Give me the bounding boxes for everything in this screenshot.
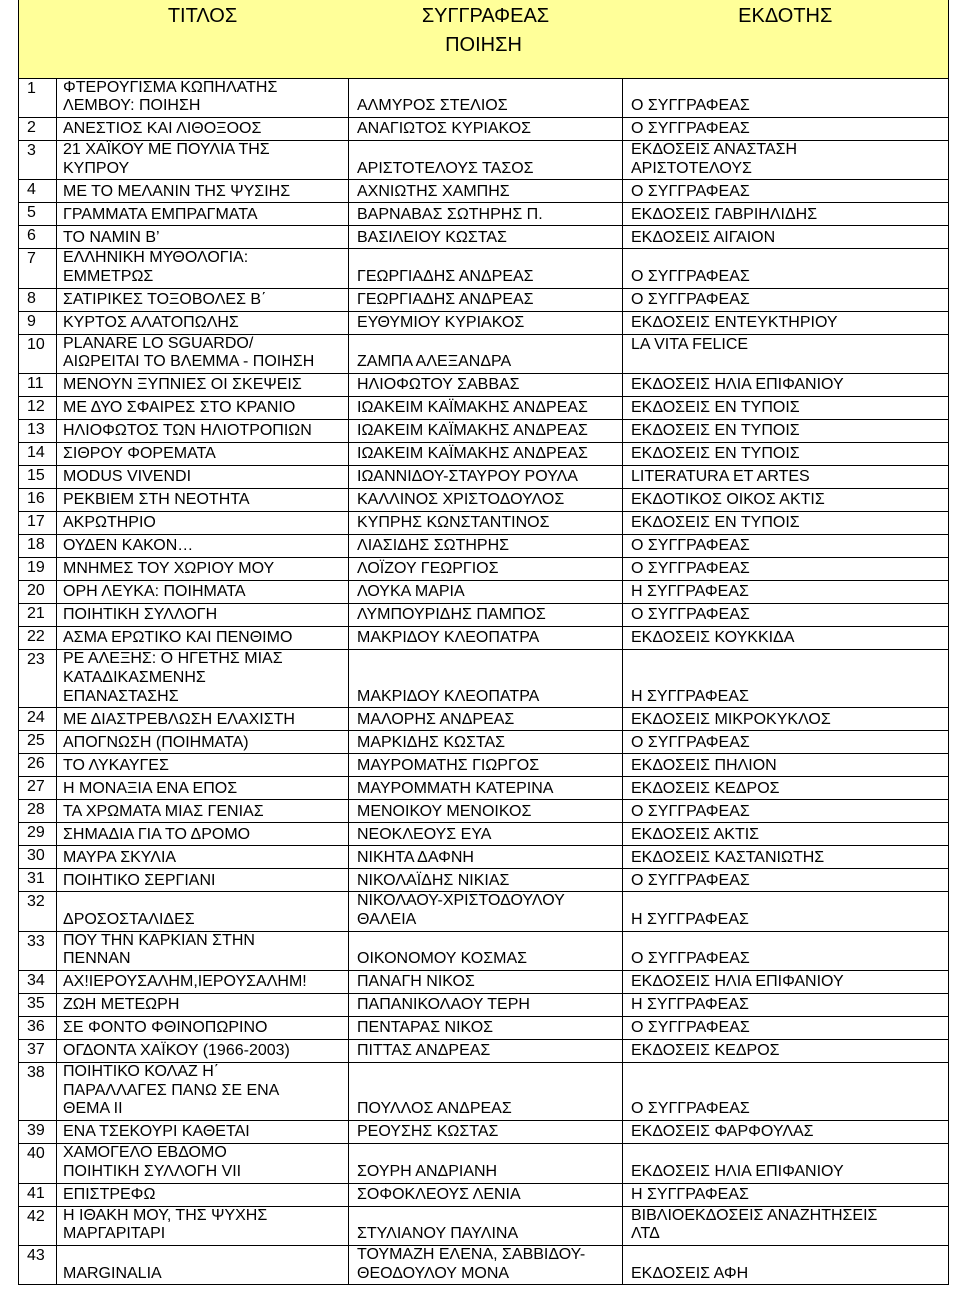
table-row [19,288,949,311]
row-number: 37 [19,1040,57,1063]
table-row [19,180,949,203]
book-publisher: Η ΣΥΓΓΡΑΦΕΑΣ [623,892,949,931]
row-number: 25 [19,731,57,754]
table-row [19,466,949,489]
book-title: ΤΟ ΝΑΜΙΝ Β’ [57,226,349,249]
book-title: ΧΑΜΟΓΕΛΟ ΕΒΔΟΜΟ ΠΟΙΗΤΙΚΗ ΣΥΛΛΟΓΗ VII [57,1144,349,1183]
book-title: ΚΥΡΤΟΣ ΑΛΑΤΟΠΩΛΗΣ [57,311,349,334]
table-row [19,931,949,970]
row-number: 41 [19,1183,57,1206]
row-number: 19 [19,558,57,581]
book-author: ΓΕΩΡΓΙΑΔΗΣ ΑΝΔΡΕΑΣ [349,288,623,311]
column-header-author: ΣΥΓΓΡΑΦΕΑΣ [349,0,623,32]
row-number: 17 [19,512,57,535]
row-number: 27 [19,777,57,800]
book-publisher: ΕΚΔΟΣΕΙΣ ΗΛΙΑ ΕΠΙΦΑΝΙΟΥ [623,1144,949,1183]
table-row [19,823,949,846]
table-row [19,311,949,334]
book-title: ΖΩΗ ΜΕΤΕΩΡΗ [57,994,349,1017]
book-publisher: ΒΙΒΛΙΟΕΚΔΟΣΕΙΣ ΑΝΑΖΗΤΗΣΕΙΣ ΛΤΔ [623,1206,949,1245]
section-title: ΠΟΙΗΣΗ [19,32,949,58]
row-number: 8 [19,288,57,311]
book-publisher: ΕΚΔΟΣΕΙΣ ΗΛΙΑ ΕΠΙΦΑΝΙΟΥ [623,971,949,994]
book-author: ΠΑΝΑΓΗ ΝΙΚΟΣ [349,971,623,994]
book-publisher: Η ΣΥΓΓΡΑΦΕΑΣ [623,650,949,708]
table-row [19,971,949,994]
book-title: ΟΓΔΟΝΤΑ ΧΑΪΚΟΥ (1966-2003) [57,1040,349,1063]
table-row [19,226,949,249]
book-publisher: Ο ΣΥΓΓΡΑΦΕΑΣ [623,558,949,581]
book-title: ΟΥΔΕΝ ΚΑΚΟΝ… [57,535,349,558]
book-publisher: Η ΣΥΓΓΡΑΦΕΑΣ [623,581,949,604]
book-title: ΑΠΟΓΝΩΣΗ (ΠΟΙΗΜΑΤΑ) [57,731,349,754]
row-number: 33 [19,931,57,970]
book-title: ΕΠΙΣΤΡΕΦΩ [57,1183,349,1206]
table-row [19,1017,949,1040]
book-publisher: Ο ΣΥΓΓΡΑΦΕΑΣ [623,180,949,203]
table-row [19,334,949,373]
book-author: ΗΛΙΟΦΩΤΟΥ ΣΑΒΒΑΣ [349,374,623,397]
book-author: ΙΩΑΚΕΙΜ ΚΑΪΜΑΚΗΣ ΑΝΔΡΕΑΣ [349,443,623,466]
book-publisher: Ο ΣΥΓΓΡΑΦΕΑΣ [623,1017,949,1040]
book-title: ΣΗΜΑΔΙΑ ΓΙΑ ΤΟ ΔΡΟΜΟ [57,823,349,846]
book-title: ΡΕ ΑΛΕΞΗΣ: Ο ΗΓΕΤΗΣ ΜΙΑΣ ΚΑΤΑΔΙΚΑΣΜΕΝΗΣ ΕΠΑΝΑΣΤΑΣΗΣ [57,650,349,708]
book-publisher: ΕΚΔΟΣΕΙΣ ΓΑΒΡΙΗΛΙΔΗΣ [623,203,949,226]
book-author: ΜΑΛΟΡΗΣ ΑΝΔΡΕΑΣ [349,708,623,731]
book-publisher: Ο ΣΥΓΓΡΑΦΕΑΣ [623,1063,949,1121]
book-publisher: ΕΚΔΟΣΕΙΣ ΜΙΚΡΟΚΥΚΛΟΣ [623,708,949,731]
header-spacer-row [19,58,949,78]
row-number: 16 [19,489,57,512]
book-author: ΛΙΑΣΙΔΗΣ ΣΩΤΗΡΗΣ [349,535,623,558]
row-number: 29 [19,823,57,846]
book-title: ΜΕ ΤΟ ΜΕΛΑΝΙΝ ΤΗΣ ΨΥΣΙΗΣ [57,180,349,203]
row-number: 3 [19,140,57,179]
row-number: 28 [19,800,57,823]
book-publisher: ΕΚΔΟΣΕΙΣ ΚΑΣΤΑΝΙΩΤΗΣ [623,846,949,869]
book-title: ΔΡΟΣΟΣΤΑΛΙΔΕΣ [57,892,349,931]
table-row [19,443,949,466]
book-author: ΡΕΟΥΣΗΣ ΚΩΣΤΑΣ [349,1121,623,1144]
book-title: ΠΟΙΗΤΙΚΗ ΣΥΛΛΟΓΗ [57,604,349,627]
book-title: ΓΡΑΜΜΑΤΑ ΕΜΠΡΑΓΜΑΤΑ [57,203,349,226]
table-row [19,627,949,650]
book-author: ΜΑΥΡΟΜΑΤΗΣ ΓΙΩΡΓΟΣ [349,754,623,777]
book-publisher: ΕΚΔΟΣΕΙΣ ΕΝΤΕΥΚΤΗΡΙΟΥ [623,311,949,334]
book-publisher: ΕΚΔΟΣΕΙΣ ΕΝ ΤΥΠΟΙΣ [623,443,949,466]
book-author: ΠΕΝΤΑΡΑΣ ΝΙΚΟΣ [349,1017,623,1040]
header-spacer [19,58,949,78]
book-title: ΜΕ ΔΥΟ ΣΦΑΙΡΕΣ ΣΤΟ ΚΡΑΝΙΟ [57,397,349,420]
row-number: 21 [19,604,57,627]
book-publisher: ΕΚΔΟΣΕΙΣ ΠΗΛΙΟΝ [623,754,949,777]
book-author: ΒΑΣΙΛΕΙΟΥ ΚΩΣΤΑΣ [349,226,623,249]
row-number: 24 [19,708,57,731]
book-publisher: Η ΣΥΓΓΡΑΦΕΑΣ [623,1183,949,1206]
column-header-title: ΤΙΤΛΟΣ [57,0,349,32]
book-title: ΦΤΕΡΟΥΓΙΣΜΑ ΚΩΠΗΛΑΤΗΣ ΛΕΜΒΟΥ: ΠΟΙΗΣΗ [57,78,349,117]
book-author: ΙΩΑΚΕΙΜ ΚΑΪΜΑΚΗΣ ΑΝΔΡΕΑΣ [349,420,623,443]
row-number: 36 [19,1017,57,1040]
table-row [19,892,949,931]
row-number: 39 [19,1121,57,1144]
book-title: Η ΙΘΑΚΗ ΜΟΥ, ΤΗΣ ΨΥΧΗΣ ΜΑΡΓΑΡΙΤΑΡΙ [57,1206,349,1245]
book-author: ΑΧΝΙΩΤΗΣ ΧΑΜΠΗΣ [349,180,623,203]
book-title: ΡΕΚΒΙΕΜ ΣΤΗ ΝΕΟΤΗΤΑ [57,489,349,512]
book-publisher: Ο ΣΥΓΓΡΑΦΕΑΣ [623,604,949,627]
row-number: 22 [19,627,57,650]
book-publisher: Ο ΣΥΓΓΡΑΦΕΑΣ [623,288,949,311]
book-title: ΠΟΙΗΤΙΚΟ ΚΟΛΑΖ Η΄ ΠΑΡΑΛΛΑΓΕΣ ΠΑΝΩ ΣΕ ΕΝΑ ΘΕΜΑ ΙΙ [57,1063,349,1121]
row-number: 20 [19,581,57,604]
table-row [19,203,949,226]
table-row [19,650,949,708]
row-number: 15 [19,466,57,489]
column-header-publisher: ΕΚΔΟΤΗΣ [623,0,949,32]
book-publisher: Ο ΣΥΓΓΡΑΦΕΑΣ [623,117,949,140]
book-author: ΜΑΡΚΙΔΗΣ ΚΩΣΤΑΣ [349,731,623,754]
book-publisher: ΕΚΔΟΣΕΙΣ ΕΝ ΤΥΠΟΙΣ [623,512,949,535]
book-publisher: Ο ΣΥΓΓΡΑΦΕΑΣ [623,931,949,970]
book-author: ΓΕΩΡΓΙΑΔΗΣ ΑΝΔΡΕΑΣ [349,249,623,288]
book-publisher: Ο ΣΥΓΓΡΑΦΕΑΣ [623,869,949,892]
book-title: ΠΟΥ ΤΗΝ ΚΑΡΚΙΑΝ ΣΤΗΝ ΠΕΝΝΑΝ [57,931,349,970]
table-row [19,397,949,420]
table-row [19,558,949,581]
table-body [19,78,949,1285]
row-number: 42 [19,1206,57,1245]
table-row [19,512,949,535]
table-row [19,140,949,179]
table-row [19,1183,949,1206]
table-row [19,1040,949,1063]
book-title: ΜΝΗΜΕΣ ΤΟΥ ΧΩΡΙΟΥ ΜΟΥ [57,558,349,581]
column-header-number [19,0,57,32]
book-author: ΣΟΥΡΗ ΑΝΔΡΙΑΝΗ [349,1144,623,1183]
book-author: ΝΙΚΟΛΑΪΔΗΣ ΝΙΚΙΑΣ [349,869,623,892]
book-title: ΑΣΜΑ ΕΡΩΤΙΚΟ ΚΑΙ ΠΕΝΘΙΜΟ [57,627,349,650]
book-title: Η ΜΟΝΑΞΙΑ ΕΝΑ ΕΠΟΣ [57,777,349,800]
book-title: ΜΕΝΟΥΝ ΞΥΠΝΙΕΣ ΟΙ ΣΚΕΨΕΙΣ [57,374,349,397]
section-header-row [19,32,949,58]
row-number: 30 [19,846,57,869]
book-author: ΙΩΑΚΕΙΜ ΚΑΪΜΑΚΗΣ ΑΝΔΡΕΑΣ [349,397,623,420]
book-author: ΚΑΛΛΙΝΟΣ ΧΡΙΣΤΟΔΟΥΛΟΣ [349,489,623,512]
book-author: ΑΝΑΓΙΩΤΟΣ ΚΥΡΙΑΚΟΣ [349,117,623,140]
book-title: ΕΝΑ ΤΣΕΚΟΥΡΙ ΚΑΘΕΤΑΙ [57,1121,349,1144]
table-row [19,800,949,823]
book-publisher: ΕΚΔΟΣΕΙΣ ΑΦΗ [623,1245,949,1284]
table-row [19,1245,949,1284]
table-row [19,777,949,800]
book-title: ΤΟ ΛΥΚΑΥΓΕΣ [57,754,349,777]
book-author: ΣΟΦΟΚΛΕΟΥΣ ΛΕΝΙΑ [349,1183,623,1206]
table-row [19,117,949,140]
book-publisher: LA VITA FELICE [623,334,949,373]
book-publisher: ΕΚΔΟΣΕΙΣ ΕΝ ΤΥΠΟΙΣ [623,397,949,420]
book-author: ΑΛΜΥΡΟΣ ΣΤΕΛΙΟΣ [349,78,623,117]
book-author: ΖΑΜΠΑ ΑΛΕΞΑΝΔΡΑ [349,334,623,373]
book-author: ΛΟΥΚΑ ΜΑΡΙΑ [349,581,623,604]
row-number: 34 [19,971,57,994]
table-row [19,581,949,604]
table-row [19,708,949,731]
row-number: 32 [19,892,57,931]
book-title: ΗΛΙΟΦΩΤΟΣ ΤΩΝ ΗΛΙΟΤΡΟΠΙΩΝ [57,420,349,443]
book-title: ΑΝΕΣΤΙΟΣ ΚΑΙ ΛΙΘΟΞΟΟΣ [57,117,349,140]
book-title: ΠΟΙΗΤΙΚΟ ΣΕΡΓΙΑΝΙ [57,869,349,892]
book-author: ΛΟΪΖΟΥ ΓΕΩΡΓΙΟΣ [349,558,623,581]
book-author: ΜΕΝΟΙΚΟΥ ΜΕΝΟΙΚΟΣ [349,800,623,823]
table-row [19,535,949,558]
table-row [19,1206,949,1245]
table-row [19,869,949,892]
book-title: ΕΛΛΗΝΙΚΗ ΜΥΘΟΛΟΓΙΑ: ΕΜΜΕΤΡΩΣ [57,249,349,288]
book-publisher: LITERATURA ET ARTES [623,466,949,489]
row-number: 11 [19,374,57,397]
book-author: ΛΥΜΠΟΥΡΙΔΗΣ ΠΑΜΠΟΣ [349,604,623,627]
table-row [19,374,949,397]
book-publisher: ΕΚΔΟΣΕΙΣ ΗΛΙΑ ΕΠΙΦΑΝΙΟΥ [623,374,949,397]
column-header-row [19,0,949,32]
book-author: ΚΥΠΡΗΣ ΚΩΝΣΤΑΝΤΙΝΟΣ [349,512,623,535]
book-author: ΝΙΚΟΛΑΟΥ-ΧΡΙΣΤΟΔΟΥΛΟΥ ΘΑΛΕΙΑ [349,892,623,931]
table-row [19,489,949,512]
table-row [19,754,949,777]
table-row [19,1063,949,1121]
row-number: 2 [19,117,57,140]
row-number: 23 [19,650,57,708]
book-title: ΣΙΘΡΟΥ ΦΟΡΕΜΑΤΑ [57,443,349,466]
table-row [19,249,949,288]
book-author: ΝΕΟΚΛΕΟΥΣ ΕΥΑ [349,823,623,846]
book-author: ΒΑΡΝΑΒΑΣ ΣΩΤΗΡΗΣ Π. [349,203,623,226]
table-row [19,78,949,117]
row-number: 38 [19,1063,57,1121]
book-publisher: Η ΣΥΓΓΡΑΦΕΑΣ [623,994,949,1017]
book-author: ΝΙΚΗΤΑ ΔΑΦΝΗ [349,846,623,869]
row-number: 7 [19,249,57,288]
book-author: ΕΥΘΥΜΙΟΥ ΚΥΡΙΑΚΟΣ [349,311,623,334]
row-number: 26 [19,754,57,777]
book-publisher: ΕΚΔΟΣΕΙΣ ΑΙΓΑΙΟΝ [623,226,949,249]
book-author: ΟΙΚΟΝΟΜΟΥ ΚΟΣΜΑΣ [349,931,623,970]
table-row [19,731,949,754]
row-number: 4 [19,180,57,203]
row-number: 6 [19,226,57,249]
table-header [19,0,949,78]
book-publisher: ΕΚΔΟΤΙΚΟΣ ΟΙΚΟΣ ΑΚΤΙΣ [623,489,949,512]
book-publisher: ΕΚΔΟΣΕΙΣ ΦΑΡΦΟΥΛΑΣ [623,1121,949,1144]
book-author: ΠΙΤΤΑΣ ΑΝΔΡΕΑΣ [349,1040,623,1063]
book-publisher: ΕΚΔΟΣΕΙΣ ΑΝΑΣΤΑΣΗ ΑΡΙΣΤΟΤΕΛΟΥΣ [623,140,949,179]
book-publisher: Ο ΣΥΓΓΡΑΦΕΑΣ [623,78,949,117]
book-publisher: ΕΚΔΟΣΕΙΣ ΑΚΤΙΣ [623,823,949,846]
book-author: ΜΑΚΡΙΔΟΥ ΚΛΕΟΠΑΤΡΑ [349,627,623,650]
book-publisher: Ο ΣΥΓΓΡΑΦΕΑΣ [623,535,949,558]
table-row [19,420,949,443]
table-row [19,846,949,869]
book-title: MODUS VIVENDI [57,466,349,489]
book-author: ΤΟΥΜΑΖΗ ΕΛΕΝΑ, ΣΑΒΒΙΔΟΥ- ΘΕΟΔΟΥΛΟΥ ΜΟΝΑ [349,1245,623,1284]
book-publisher: ΕΚΔΟΣΕΙΣ ΕΝ ΤΥΠΟΙΣ [623,420,949,443]
book-title: ΑΧ!ΙΕΡΟΥΣΑΛΗΜ,ΙΕΡΟΥΣΑΛΗΜ! [57,971,349,994]
table-row [19,1121,949,1144]
row-number: 35 [19,994,57,1017]
book-title: ΟΡΗ ΛΕΥΚΑ: ΠΟΙΗΜΑΤΑ [57,581,349,604]
row-number: 12 [19,397,57,420]
row-number: 31 [19,869,57,892]
book-title: ΜΕ ΔΙΑΣΤΡΕΒΛΩΣΗ ΕΛΑΧΙΣΤΗ [57,708,349,731]
book-title: 21 ΧΑΪΚΟΥ ΜΕ ΠΟΥΛΙΑ ΤΗΣ ΚΥΠΡΟΥ [57,140,349,179]
book-publisher: Ο ΣΥΓΓΡΑΦΕΑΣ [623,731,949,754]
poetry-books-table [18,0,949,1285]
book-title: MARGINALIA [57,1245,349,1284]
book-author: ΙΩΑΝΝΙΔΟΥ-ΣΤΑΥΡΟΥ ΡΟΥΛΑ [349,466,623,489]
book-title: ΣΑΤΙΡΙΚΕΣ ΤΟΞΟΒΟΛΕΣ Β΄ [57,288,349,311]
book-title: ΜΑΥΡΑ ΣΚΥΛΙΑ [57,846,349,869]
row-number: 5 [19,203,57,226]
row-number: 40 [19,1144,57,1183]
row-number: 43 [19,1245,57,1284]
book-title: ΑΚΡΩΤΗΡΙΟ [57,512,349,535]
row-number: 1 [19,78,57,117]
book-publisher: Ο ΣΥΓΓΡΑΦΕΑΣ [623,800,949,823]
book-author: ΜΑΥΡΟΜΜΑΤΗ ΚΑΤΕΡΙΝΑ [349,777,623,800]
row-number: 14 [19,443,57,466]
table-row [19,1144,949,1183]
row-number: 13 [19,420,57,443]
book-author: ΣΤΥΛΙΑΝΟΥ ΠΑΥΛΙΝΑ [349,1206,623,1245]
book-author: ΠΑΠΑΝΙΚΟΛΑΟΥ ΤΕΡΗ [349,994,623,1017]
book-publisher: ΕΚΔΟΣΕΙΣ ΚΟΥΚΚΙΔΑ [623,627,949,650]
row-number: 18 [19,535,57,558]
book-title: ΤΑ ΧΡΩΜΑΤΑ ΜΙΑΣ ΓΕΝΙΑΣ [57,800,349,823]
table-row [19,994,949,1017]
row-number: 10 [19,334,57,373]
book-title: ΣΕ ΦΟΝΤΟ ΦΘΙΝΟΠΩΡΙΝΟ [57,1017,349,1040]
book-publisher: Ο ΣΥΓΓΡΑΦΕΑΣ [623,249,949,288]
book-author: ΜΑΚΡΙΔΟΥ ΚΛΕΟΠΑΤΡΑ [349,650,623,708]
book-publisher: ΕΚΔΟΣΕΙΣ ΚΕΔΡΟΣ [623,777,949,800]
table-row [19,604,949,627]
book-author: ΠΟΥΛΛΟΣ ΑΝΔΡΕΑΣ [349,1063,623,1121]
book-author: ΑΡΙΣΤΟΤΕΛΟΥΣ ΤΑΣΟΣ [349,140,623,179]
book-title: PLANARE LO SGUARDO/ ΑΙΩΡΕΙΤΑΙ ΤΟ ΒΛΕΜΜΑ - ΠΟΙΗΣΗ [57,334,349,373]
book-publisher: ΕΚΔΟΣΕΙΣ ΚΕΔΡΟΣ [623,1040,949,1063]
row-number: 9 [19,311,57,334]
